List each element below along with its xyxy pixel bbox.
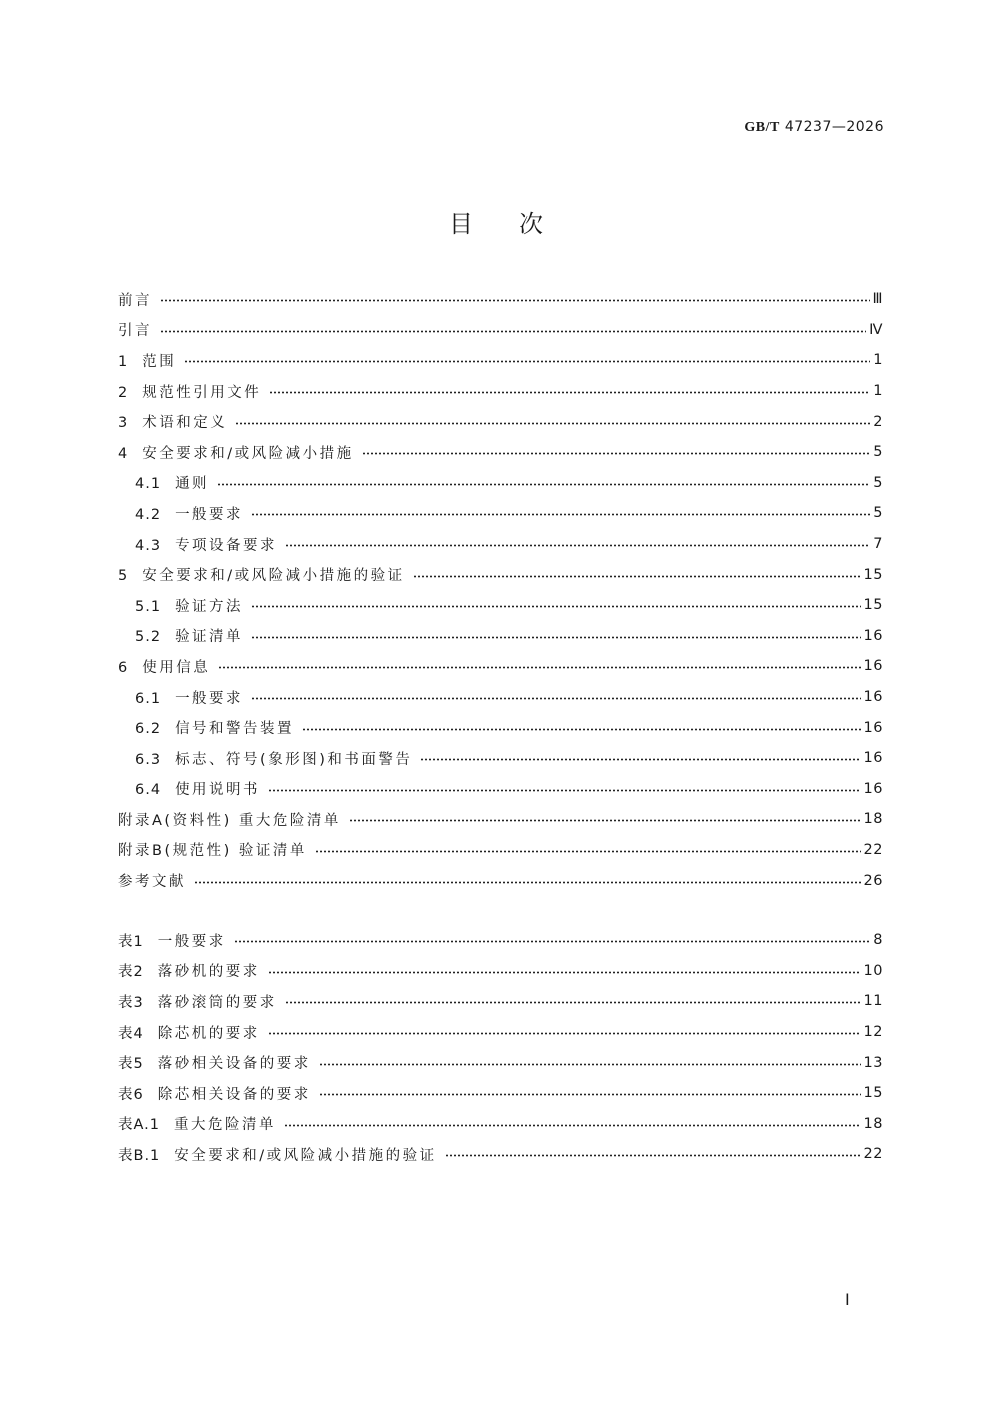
dot-leader bbox=[251, 605, 860, 608]
toc-entry-label: 标志、符号(象形图)和书面警告 bbox=[175, 751, 413, 768]
toc-entry-text bbox=[118, 870, 186, 891]
dot-leader bbox=[235, 422, 870, 425]
toc-entry-page: 16 bbox=[863, 658, 883, 675]
toc-entry-text bbox=[118, 839, 307, 860]
toc-entry-page: 22 bbox=[863, 841, 883, 858]
toc-tables bbox=[118, 925, 883, 1170]
toc-entry[interactable] bbox=[118, 498, 883, 529]
toc-entry-label: 验证方法 bbox=[175, 598, 244, 615]
toc-entry-label: 使用说明书 bbox=[175, 782, 261, 799]
toc-entry-page: 16 bbox=[863, 689, 883, 706]
toc-entry-number: 表1 bbox=[118, 933, 144, 950]
toc-entry-number: 5 bbox=[118, 568, 129, 585]
standard-prefix: GB/T bbox=[744, 120, 780, 135]
toc-entry-label: 一般要求 bbox=[175, 506, 244, 523]
toc-entry-label: 使用信息 bbox=[142, 659, 211, 676]
toc-entry-page: 16 bbox=[863, 780, 883, 797]
toc-entry-text bbox=[118, 289, 152, 310]
toc-entry-number: 4.3 bbox=[135, 537, 162, 554]
dot-leader bbox=[315, 850, 861, 853]
toc-entry-label: 安全要求和/或风险减小措施 bbox=[142, 445, 354, 462]
toc-entry-page: 7 bbox=[873, 536, 883, 553]
table-list-entry[interactable] bbox=[118, 925, 883, 956]
toc-entry[interactable] bbox=[118, 468, 883, 499]
toc-entry[interactable] bbox=[118, 559, 883, 590]
dot-leader bbox=[349, 819, 861, 822]
toc-entry-label: 范围 bbox=[142, 353, 177, 370]
toc-entry[interactable] bbox=[118, 406, 883, 437]
toc-entry-text bbox=[135, 534, 277, 555]
toc-entry-text bbox=[135, 503, 243, 524]
dot-leader bbox=[420, 758, 860, 761]
toc-entry-number: 6.3 bbox=[135, 751, 162, 768]
toc-entry-text bbox=[118, 319, 152, 340]
table-list-entry[interactable] bbox=[118, 1078, 883, 1109]
dot-leader bbox=[160, 299, 870, 302]
toc-entry-text bbox=[118, 381, 261, 402]
table-list-entry[interactable] bbox=[118, 1139, 883, 1170]
toc-entry-text bbox=[135, 625, 243, 646]
dot-leader bbox=[217, 483, 870, 486]
toc-entry-page: 12 bbox=[863, 1024, 883, 1041]
toc-entry-page: 18 bbox=[863, 1115, 883, 1132]
toc-entry-page: Ⅲ bbox=[872, 291, 883, 308]
toc-entry[interactable] bbox=[118, 835, 883, 866]
toc-entry-label: 附录A(资料性) 重大危险清单 bbox=[118, 812, 341, 829]
toc-entry-text bbox=[118, 991, 277, 1012]
toc-entry-number: 表A.1 bbox=[118, 1117, 160, 1134]
toc-entry-text bbox=[135, 748, 412, 769]
dot-leader bbox=[268, 1032, 861, 1035]
toc-entry-text bbox=[118, 411, 227, 432]
toc-entry-number: 2 bbox=[118, 384, 129, 401]
toc-entry-number: 表4 bbox=[118, 1025, 144, 1042]
toc-entry[interactable] bbox=[118, 712, 883, 743]
toc-entry[interactable] bbox=[118, 376, 883, 407]
toc-entry-text bbox=[118, 809, 341, 830]
standard-code bbox=[744, 119, 884, 136]
toc-entry-number: 6.4 bbox=[135, 782, 162, 799]
toc-entry-page: 5 bbox=[873, 505, 883, 522]
toc-entry-page: 16 bbox=[863, 627, 883, 644]
toc-entry-page: 10 bbox=[863, 962, 883, 979]
toc-entry-label: 一般要求 bbox=[157, 933, 226, 950]
toc-entry-page: 2 bbox=[873, 413, 883, 430]
toc-entry[interactable] bbox=[118, 284, 883, 315]
toc-entry-number: 6 bbox=[118, 659, 129, 676]
toc-entry-label: 引言 bbox=[118, 323, 152, 340]
toc-entry-text bbox=[118, 1144, 437, 1165]
dot-leader bbox=[234, 940, 871, 943]
toc-entry-page: 18 bbox=[863, 811, 883, 828]
toc-entry-page: 1 bbox=[873, 352, 883, 369]
toc-entry-number: 5.1 bbox=[135, 598, 162, 615]
toc-entry-label: 安全要求和/或风险减小措施的验证 bbox=[142, 568, 405, 585]
toc-entry[interactable] bbox=[118, 682, 883, 713]
toc-entry-label: 附录B(规范性) 验证清单 bbox=[118, 843, 307, 860]
toc-entry-text bbox=[118, 1083, 311, 1104]
toc-entry-number: 3 bbox=[118, 415, 129, 432]
table-list-entry[interactable] bbox=[118, 1047, 883, 1078]
toc-entry-text bbox=[118, 564, 405, 585]
toc-entry-page: 16 bbox=[863, 750, 883, 767]
toc-entry[interactable] bbox=[118, 804, 883, 835]
toc-entry-page: 5 bbox=[873, 474, 883, 491]
dot-leader bbox=[362, 452, 871, 455]
toc-entry-text bbox=[135, 778, 260, 799]
toc-entry-text bbox=[135, 595, 243, 616]
toc-entry-page: 5 bbox=[873, 444, 883, 461]
toc-entry-text bbox=[118, 930, 226, 951]
toc-entry[interactable] bbox=[118, 590, 883, 621]
page-title: 目次 bbox=[449, 210, 589, 238]
dot-leader bbox=[302, 728, 860, 731]
toc-main bbox=[118, 284, 883, 896]
toc-entry-label: 信号和警告装置 bbox=[175, 721, 295, 738]
page-number: Ⅰ bbox=[845, 1292, 850, 1309]
dot-leader bbox=[269, 391, 870, 394]
toc-entry-number: 表3 bbox=[118, 994, 144, 1011]
toc-entry-number: 表6 bbox=[118, 1086, 144, 1103]
toc-entry-text bbox=[118, 1052, 311, 1073]
toc-entry-number: 4.2 bbox=[135, 506, 162, 523]
toc-entry-page: 11 bbox=[863, 993, 883, 1010]
toc-entry-label: 专项设备要求 bbox=[175, 537, 278, 554]
toc-entry[interactable] bbox=[118, 345, 883, 376]
toc-entry-page: 15 bbox=[863, 566, 883, 583]
toc-entry-number: 4.1 bbox=[135, 476, 162, 493]
dot-leader bbox=[413, 575, 861, 578]
toc-entry-label: 重大危险清单 bbox=[174, 1117, 276, 1134]
toc-entry-label: 安全要求和/或风险减小措施的验证 bbox=[174, 1147, 437, 1164]
dot-leader bbox=[319, 1063, 861, 1066]
table-list-entry[interactable] bbox=[118, 1109, 883, 1140]
toc-entry-number: 6.1 bbox=[135, 690, 162, 707]
dot-leader bbox=[251, 636, 860, 639]
dot-leader bbox=[285, 544, 870, 547]
toc-entry[interactable] bbox=[118, 315, 883, 346]
dot-leader bbox=[160, 330, 866, 333]
toc-entry-text bbox=[135, 687, 243, 708]
toc-entry-label: 术语和定义 bbox=[142, 415, 228, 432]
toc-entry-text bbox=[118, 442, 354, 463]
dot-leader bbox=[285, 1001, 861, 1004]
toc-entry-number: 表2 bbox=[118, 964, 144, 981]
toc-entry-number: 表5 bbox=[118, 1056, 144, 1073]
standard-number: 47237—2026 bbox=[784, 119, 884, 135]
toc-entry[interactable] bbox=[118, 621, 883, 652]
toc-entry-page: 13 bbox=[863, 1054, 883, 1071]
toc-entry[interactable] bbox=[118, 651, 883, 682]
toc-entry-page: Ⅳ bbox=[869, 321, 883, 338]
toc-entry-label: 除芯机的要求 bbox=[157, 1025, 260, 1042]
toc-entry-label: 除芯相关设备的要求 bbox=[157, 1086, 311, 1103]
dot-leader bbox=[218, 666, 860, 669]
toc-entry[interactable] bbox=[118, 774, 883, 805]
toc-entry-page: 15 bbox=[863, 597, 883, 614]
toc-entry-number: 4 bbox=[118, 445, 129, 462]
toc-entry-page: 16 bbox=[863, 719, 883, 736]
toc-entry-label: 落砂相关设备的要求 bbox=[157, 1056, 311, 1073]
dot-leader bbox=[445, 1154, 861, 1157]
toc-entry-text bbox=[118, 656, 210, 677]
dot-leader bbox=[194, 881, 861, 884]
toc-entry-number: 表B.1 bbox=[118, 1147, 161, 1164]
table-list-entry[interactable] bbox=[118, 956, 883, 987]
toc-entry-label: 落砂滚筒的要求 bbox=[157, 994, 277, 1011]
toc-entry-page: 26 bbox=[863, 872, 883, 889]
toc-entry[interactable] bbox=[118, 743, 883, 774]
toc-entry-page: 8 bbox=[873, 932, 883, 949]
toc-entry-text bbox=[135, 472, 209, 493]
toc-entry[interactable] bbox=[118, 865, 883, 896]
dot-leader bbox=[268, 971, 861, 974]
toc-entry-label: 规范性引用文件 bbox=[142, 384, 262, 401]
toc-entry-label: 前言 bbox=[118, 292, 152, 309]
dot-leader bbox=[319, 1093, 861, 1096]
toc-entry-label: 参考文献 bbox=[118, 874, 186, 891]
table-list-entry[interactable] bbox=[118, 1017, 883, 1048]
toc-entry-label: 通则 bbox=[175, 476, 210, 493]
toc-entry-label: 验证清单 bbox=[175, 629, 244, 646]
toc-entry-text bbox=[135, 717, 294, 738]
table-list-entry[interactable] bbox=[118, 986, 883, 1017]
toc-entry-number: 6.2 bbox=[135, 721, 162, 738]
dot-leader bbox=[251, 513, 870, 516]
toc-entry-number: 1 bbox=[118, 353, 129, 370]
dot-leader bbox=[268, 789, 860, 792]
toc-entry[interactable] bbox=[118, 529, 883, 560]
dot-leader bbox=[251, 697, 860, 700]
toc-entry-page: 1 bbox=[873, 383, 883, 400]
toc-entry-label: 落砂机的要求 bbox=[157, 964, 260, 981]
dot-leader bbox=[184, 360, 870, 363]
toc-entry-page: 22 bbox=[863, 1146, 883, 1163]
toc-entry-text bbox=[118, 960, 260, 981]
dot-leader bbox=[284, 1124, 861, 1127]
toc-entry-label: 一般要求 bbox=[175, 690, 244, 707]
toc-entry-number: 5.2 bbox=[135, 629, 162, 646]
toc-entry-text bbox=[118, 1022, 260, 1043]
toc-entry[interactable] bbox=[118, 437, 883, 468]
toc-entry-text bbox=[118, 1113, 276, 1134]
toc-entry-page: 15 bbox=[863, 1085, 883, 1102]
toc-entry-text bbox=[118, 350, 176, 371]
